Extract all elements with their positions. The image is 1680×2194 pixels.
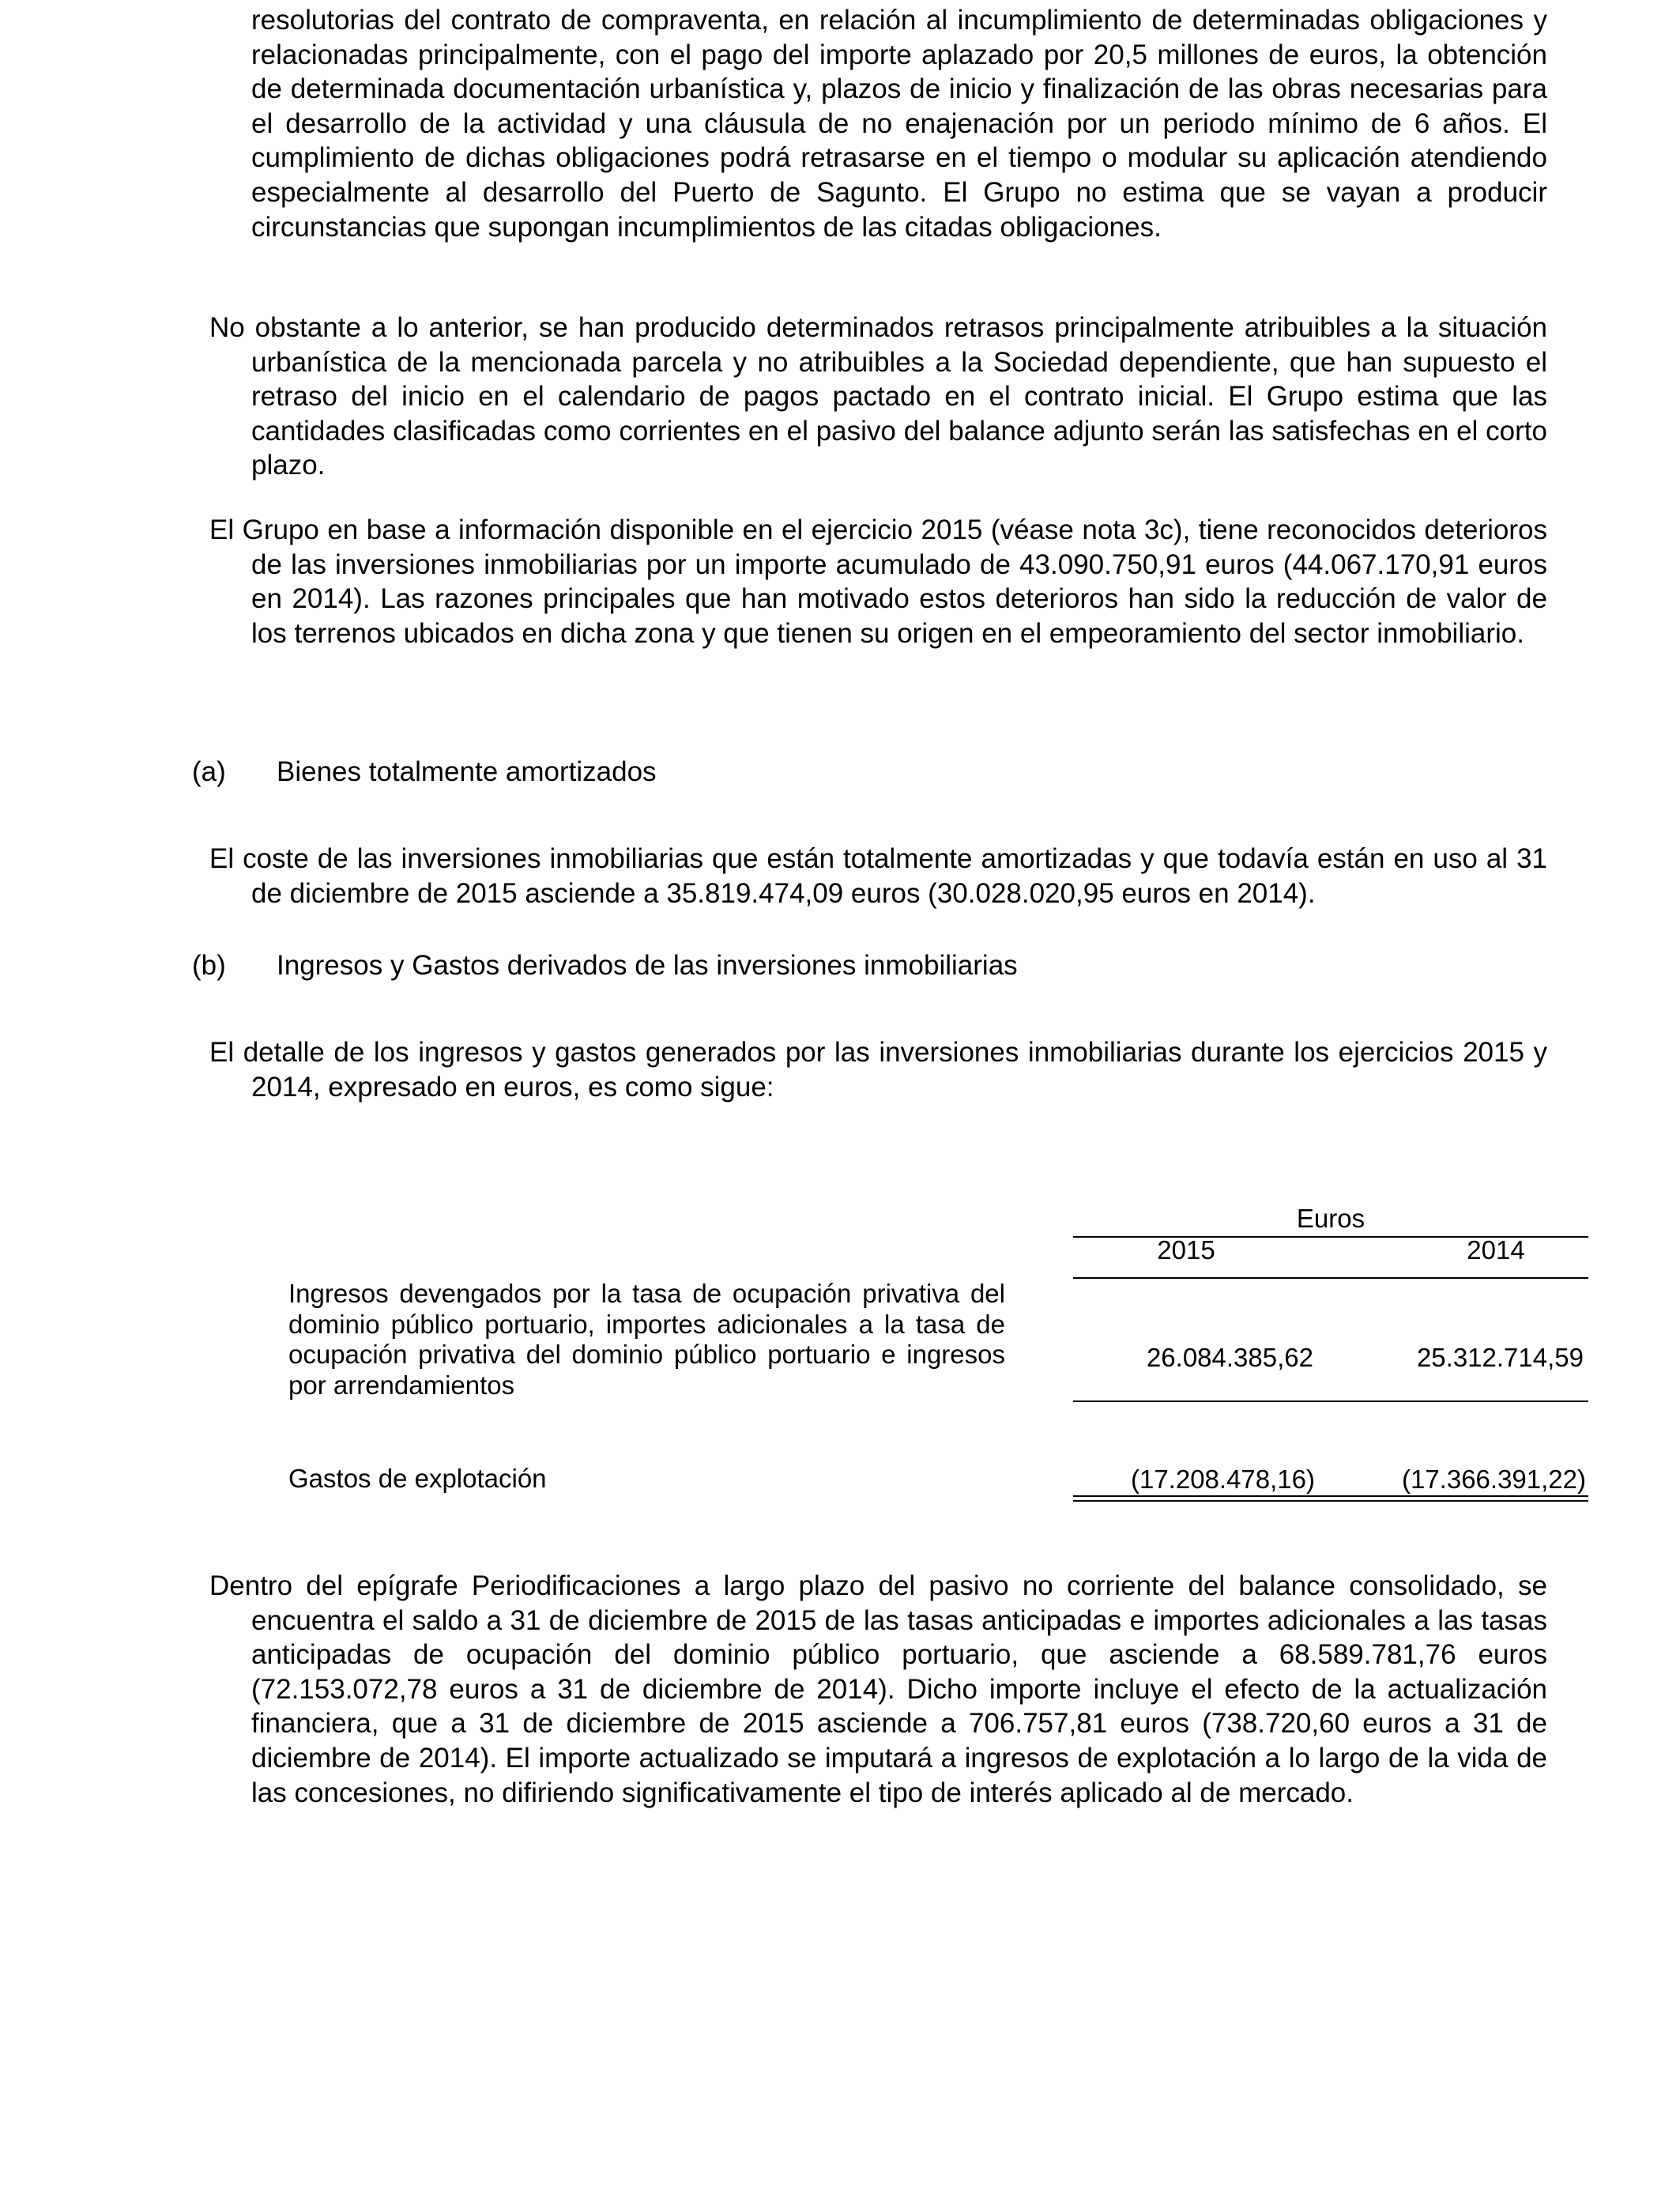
paragraph-detail-intro: El detalle de los ingresos y gastos generados por las inversiones inmobiliarias durante los ejercicios 2015 y 2014, expresado en euros, es como sigue: — [209, 1037, 1547, 1103]
paragraph-delays: No obstante a lo anterior, se han producido determinados retrasos principalmente atribuibles a la situación urbanística de la mencionada parcela y no atribuibles a la Sociedad dependiente, que han supuesto el retraso del inicio en el calendario de pagos pactado en el contrato inicial. El Grupo estima que las cantidades clasificadas como corrientes en el pasivo del balance adjunto serán las satisfechas en el corto plazo. — [209, 312, 1547, 481]
table-cell-income-2015: 26.084.385,62 — [1146, 1343, 1313, 1372]
heading-title: Bienes totalmente amortizados — [277, 756, 657, 787]
table-unit-header: Euros — [1296, 1204, 1365, 1233]
table-cell-expenses-2014: (17.366.391,22) — [1401, 1465, 1586, 1494]
table-row-rule — [1073, 1400, 1588, 1402]
table-cell-expenses-2015: (17.208.478,16) — [1130, 1465, 1315, 1494]
table-row-label-expenses: Gastos de explotación — [288, 1464, 547, 1493]
heading-letter: (b) — [192, 950, 226, 981]
paragraph-accruals: Dentro del epígrafe Periodificaciones a largo plazo del pasivo no corriente del balance consolidado, se encuentra el saldo a 31 de diciembre de 2015 de las tasas anticipadas e importes adicionales a las tasas anticipadas de ocupación del dominio público portuario, que asciende a 68.589.781,76 euros (72.153.072,78 euros a 31 de diciembre de 2014). Dicho importe incluye el efecto de la actualización financiera, que a 31 de diciembre de 2015 asciende a 706.757,81 euros (738.720,60 euros a 31 de diciembre de 2014). El importe actualizado se imputará a ingresos de explotación a lo largo de la vida de las concesiones, no difiriendo significativamente el tipo de interés aplicado al de mercado. — [209, 1570, 1547, 1808]
paragraph-contract-obligations: resolutorias del contrato de compraventa, en relación al incumplimiento de determinadas obligaciones y relacionadas principalmente, con el pago del importe aplazado por 20,5 millones de euros, la obtención de determinada documentación urbanística y, plazos de inicio y finalización de las obras necesarias para el desarrollo de la actividad y una cláusula de no enajenación por un periodo mínimo de 6 años. El cumplimiento de dichas obligaciones podrá retrasarse en el tiempo o modular su aplicación atendiendo especialmente al desarrollo del Puerto de Sagunto. El Grupo no estima que se vayan a producir circunstancias que supongan incumplimientos de las citadas obligaciones. — [251, 5, 1547, 243]
table-column-rule — [1073, 1277, 1588, 1279]
table-row-label-income: Ingresos devengados por la tasa de ocupación privativa del dominio público portuario, importes adicionales a la tasa de ocupación privativa del dominio público portuario e ingresos por arrendamientos — [288, 1279, 1005, 1400]
column-header-2014: 2014 — [1467, 1235, 1525, 1265]
paragraph-amortized-cost: El coste de las inversiones inmobiliarias que están totalmente amortizadas y que todavía están en uso al 31 de diciembre de 2015 asciende a 35.819.474,09 euros (30.028.020,95 euros en 2014). — [209, 843, 1547, 909]
table-cell-income-2014: 25.312.714,59 — [1416, 1343, 1584, 1372]
heading-fully-amortized — [192, 755, 657, 789]
table-total-rule-top — [1073, 1495, 1588, 1497]
heading-letter: (a) — [192, 756, 226, 787]
paragraph-impairments: El Grupo en base a información disponible en el ejercicio 2015 (véase nota 3c), tiene reconocidos deterioros de las inversiones inmobiliarias por un importe acumulado de 43.090.750,91 euros (44.067.170,91 euros en 2014). Las razones principales que han motivado estos deterioros han sido la reducción de valor de los terrenos ubicados en dicha zona y que tienen su origen en el empeoramiento del sector inmobiliario. — [209, 515, 1547, 649]
column-header-2015: 2015 — [1157, 1235, 1215, 1265]
heading-title: Ingresos y Gastos derivados de las inversiones inmobiliarias — [277, 950, 1018, 981]
table-total-rule-bottom — [1073, 1500, 1588, 1502]
heading-income-expenses — [192, 948, 1018, 982]
